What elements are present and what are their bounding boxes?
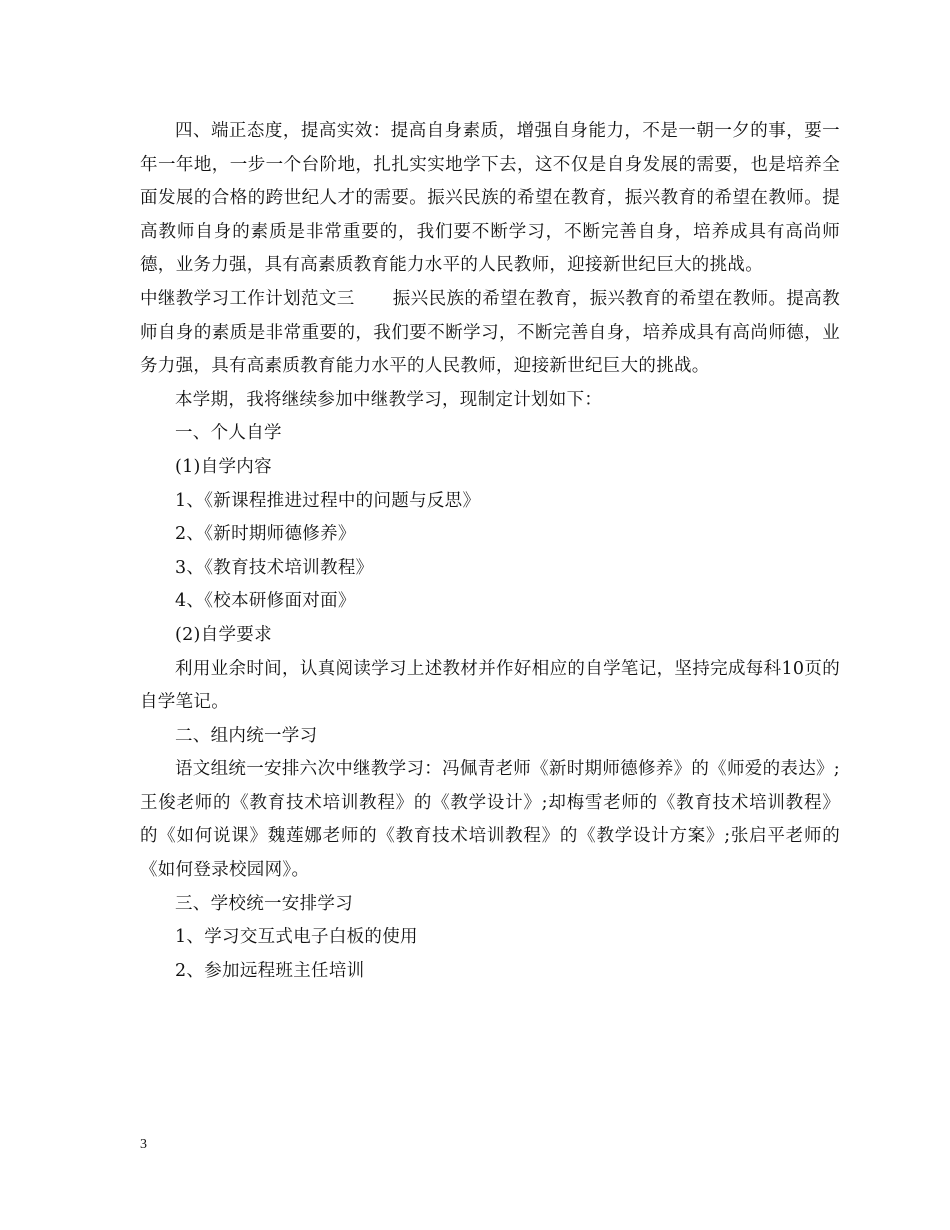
heading-group-study: 二、组内统一学习 (175, 725, 318, 746)
heading-self-study: 一、个人自学 (175, 423, 282, 444)
subheading-requirements: (2)自学要求 (175, 624, 272, 645)
list-item: 3、《教育技术培训教程》 (175, 557, 374, 578)
paragraph-plan-three (140, 283, 840, 384)
subheading-content: (1)自学内容 (175, 456, 272, 477)
heading-school-study: 三、学校统一安排学习 (175, 893, 353, 914)
document-body (140, 115, 840, 988)
list-item: 2、《新时期师德修养》 (175, 524, 356, 545)
list-item: 1、《新课程推进过程中的问题与反思》 (175, 490, 481, 511)
paragraph-group-study: 语文组统一安排六次中继教学习：冯佩青老师《新时期师德修养》的《师爱的表达》;王俊老师的《教育技术培训教程》的《教学设计》;却梅雪老师的《教育技术培训教程》的《如何说课》魏莲娜老师的《教育技术培训教程》的《教学设计方案》;张启平老师的《如何登录校园网》。 (140, 759, 840, 881)
page-number: 3 (140, 1137, 147, 1152)
list-item: 2、参加远程班主任培训 (175, 960, 365, 981)
section-heading: 中继教学习工作计划范文三 (140, 288, 355, 309)
list-item: 4、《校本研修面对面》 (175, 591, 356, 612)
list-item: 1、学习交互式电子白板的使用 (175, 927, 418, 948)
paragraph-plan-three-text: 振兴民族的希望在教育，振兴教育的希望在教师。提高教师自身的素质是非常重要的，我们要不断学习，不断完善自身，培养成具有高尚师德，业务力强，具有高素质教育能力水平的人民教师，迎接新世纪巨大的挑战。 (140, 288, 840, 377)
paragraph-semester: 本学期，我将继续参加中继教学习，现制定计划如下： (175, 389, 603, 410)
paragraph-attitude: 四、端正态度，提高实效：提高自身素质，增强自身能力，不是一朝一夕的事，要一年一年地，一步一个台阶地，扎扎实实地学下去，这不仅是自身发展的需要，也是培养全面发展的合格的跨世纪人才的需要。振兴民族的希望在教育，振兴教育的希望在教师。提高教师自身的素质是非常重要的，我们要不断学习，不断完善自身，培养成具有高尚师德，业务力强，具有高素质教育能力水平的人民教师，迎接新世纪巨大的挑战。 (140, 121, 840, 276)
paragraph-requirements: 利用业余时间，认真阅读学习上述教材并作好相应的自学笔记，坚持完成每科10页的自学笔记。 (140, 658, 840, 713)
